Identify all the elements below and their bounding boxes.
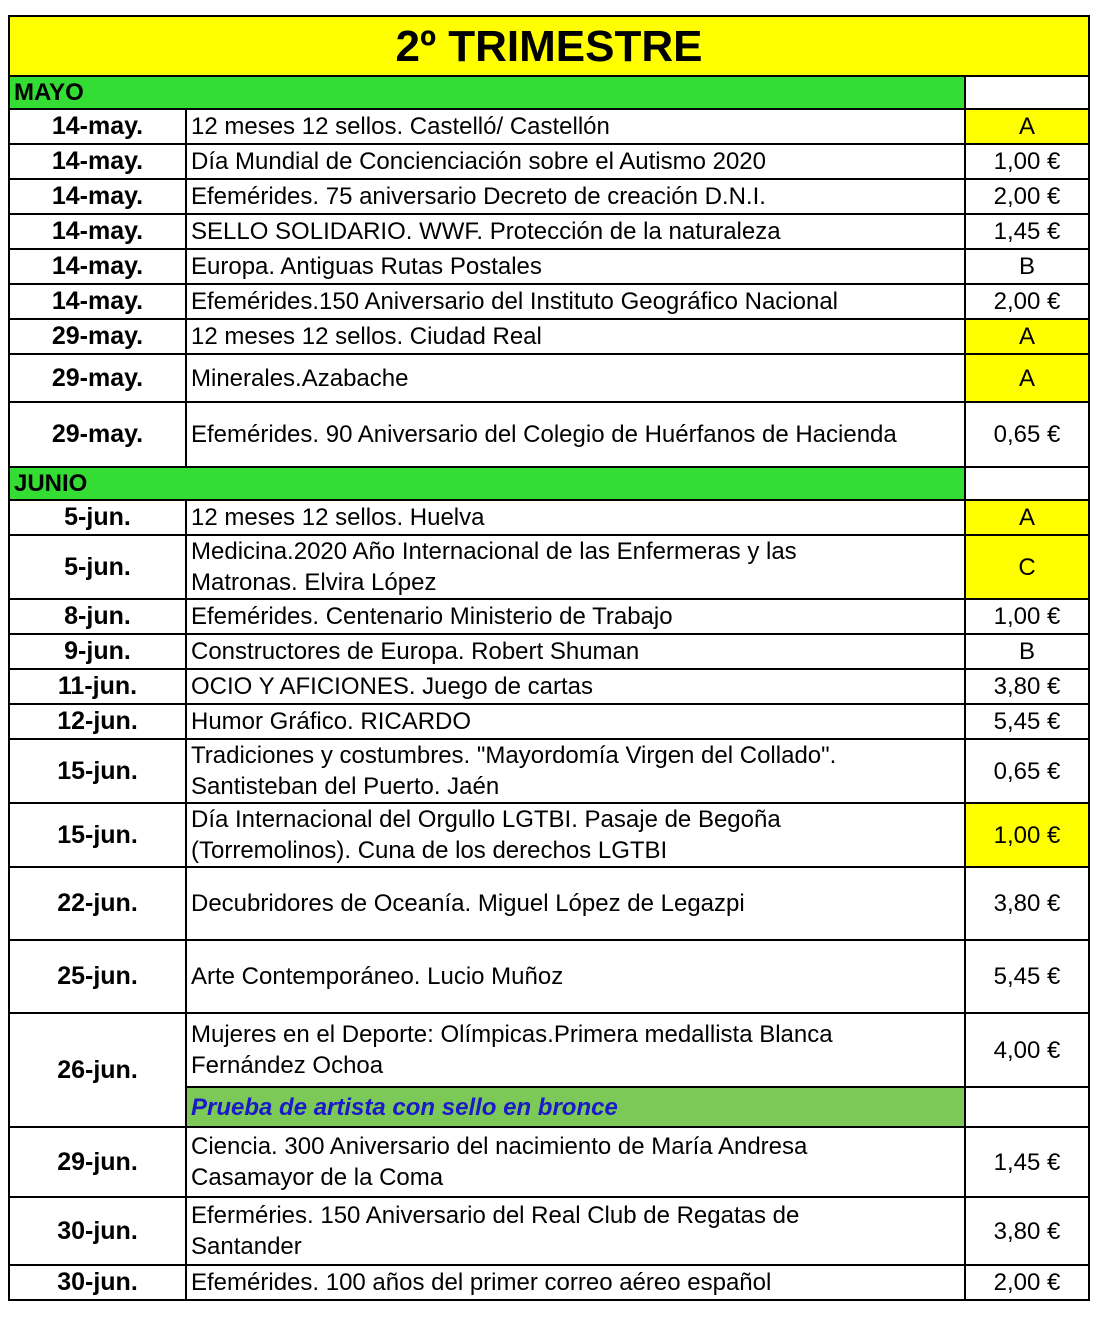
description-cell <box>186 669 965 704</box>
table-row <box>9 500 1089 535</box>
empty-cell <box>965 467 1089 500</box>
description-line: Medicina.2020 Año Internacional de las Enfermeras y las <box>191 538 797 565</box>
price-cell: 3,80 € <box>965 867 1089 940</box>
description-cell: Día Mundial de Concienciación sobre el Autismo 2020 <box>186 144 965 179</box>
price-cell: B <box>965 634 1089 669</box>
date-cell: 29-may. <box>9 402 186 467</box>
description-cell <box>186 634 965 669</box>
date-cell: 14-may. <box>9 284 186 319</box>
date-cell: 14-may. <box>9 179 186 214</box>
description-line: Efemérides. 100 años del primer correo aéreo español <box>191 1269 772 1296</box>
price-cell: 0,65 € <box>965 402 1089 467</box>
description-cell <box>186 599 965 634</box>
price-cell: A <box>965 109 1089 144</box>
page-title: 2º TRIMESTRE <box>9 16 1089 76</box>
description-cell: 12 meses 12 sellos. Castelló/ Castellón <box>186 109 965 144</box>
artist-proof-note: Prueba de artista con sello en bronce <box>186 1087 965 1127</box>
price-cell: 5,45 € <box>965 940 1089 1013</box>
description-cell: Efemérides.150 Aniversario del Instituto Geográfico Nacional <box>186 284 965 319</box>
date-cell: 14-may. <box>9 109 186 144</box>
month-label-may: MAYO <box>9 76 965 109</box>
price-cell: 5,45 € <box>965 704 1089 739</box>
description-cell <box>186 704 965 739</box>
description-line: Santisteban del Puerto. Jaén <box>191 773 500 800</box>
description-cell <box>186 1127 965 1197</box>
description-line: Mujeres en el Deporte: Olímpicas.Primera medallista Blanca <box>191 1021 833 1048</box>
description-cell: Minerales.Azabache <box>186 354 965 402</box>
date-cell: 9-jun. <box>9 634 186 669</box>
price-cell: 1,00 € <box>965 144 1089 179</box>
price-cell: B <box>965 249 1089 284</box>
table-row <box>9 704 1089 739</box>
date-cell: 22-jun. <box>9 867 186 940</box>
table-row <box>9 867 1089 940</box>
price-cell: 3,80 € <box>965 669 1089 704</box>
date-cell: 15-jun. <box>9 739 186 803</box>
table-row <box>9 803 1089 867</box>
description-line: Decubridores de Oceanía. Miguel López de Legazpi <box>191 890 745 917</box>
table-row <box>9 535 1089 599</box>
date-cell: 30-jun. <box>9 1265 186 1300</box>
description-line: Humor Gráfico. RICARDO <box>191 708 472 735</box>
price-cell: 1,00 € <box>965 599 1089 634</box>
date-cell: 26-jun. <box>9 1013 186 1127</box>
price-cell: 2,00 € <box>965 1265 1089 1300</box>
date-cell: 5-jun. <box>9 535 186 599</box>
empty-cell <box>965 1087 1089 1127</box>
description-line: (Torremolinos). Cuna de los derechos LGTBI <box>191 837 668 864</box>
date-cell: 25-jun. <box>9 940 186 1013</box>
date-cell: 15-jun. <box>9 803 186 867</box>
price-cell: C <box>965 535 1089 599</box>
table-row <box>9 319 1089 354</box>
date-cell: 14-may. <box>9 214 186 249</box>
date-cell: 29-may. <box>9 319 186 354</box>
price-cell: A <box>965 500 1089 535</box>
date-cell: 14-may. <box>9 249 186 284</box>
price-cell: 2,00 € <box>965 179 1089 214</box>
table-row <box>9 739 1089 803</box>
table-row <box>9 1197 1089 1265</box>
stamp-schedule-table <box>8 15 1090 1301</box>
price-cell: 1,00 € <box>965 803 1089 867</box>
table-row <box>9 634 1089 669</box>
table-row <box>9 1013 1089 1087</box>
price-cell: 4,00 € <box>965 1013 1089 1087</box>
description-line: Matronas. Elvira López <box>191 569 437 596</box>
price-cell: 1,45 € <box>965 1127 1089 1197</box>
description-line: Casamayor de la Coma <box>191 1164 444 1191</box>
table-row <box>9 1265 1089 1300</box>
month-header-row <box>9 76 1089 109</box>
date-cell: 30-jun. <box>9 1197 186 1265</box>
description-line: Fernández Ochoa <box>191 1052 384 1079</box>
date-cell: 14-may. <box>9 144 186 179</box>
description-line: 12 meses 12 sellos. Huelva <box>191 504 485 531</box>
table-row <box>9 284 1089 319</box>
table-row <box>9 179 1089 214</box>
description-cell: 12 meses 12 sellos. Ciudad Real <box>186 319 965 354</box>
description-cell <box>186 867 965 940</box>
table-row <box>9 354 1089 402</box>
price-cell: 0,65 € <box>965 739 1089 803</box>
price-cell: 1,45 € <box>965 214 1089 249</box>
description-cell: Efemérides. 75 aniversario Decreto de creación D.N.I. <box>186 179 965 214</box>
description-line: Eferméries. 150 Aniversario del Real Club de Regatas de <box>191 1202 800 1229</box>
description-cell: SELLO SOLIDARIO. WWF. Protección de la naturaleza <box>186 214 965 249</box>
date-cell: 8-jun. <box>9 599 186 634</box>
description-cell: Europa. Antiguas Rutas Postales <box>186 249 965 284</box>
date-cell: 11-jun. <box>9 669 186 704</box>
description-cell: Efemérides. 90 Aniversario del Colegio de Huérfanos de Hacienda <box>186 402 965 467</box>
table-row <box>9 144 1089 179</box>
description-cell <box>186 739 965 803</box>
month-label-june: JUNIO <box>9 467 965 500</box>
description-line: Día Internacional del Orgullo LGTBI. Pasaje de Begoña <box>191 806 781 833</box>
month-header-row <box>9 467 1089 500</box>
date-cell: 12-jun. <box>9 704 186 739</box>
table-row <box>9 402 1089 467</box>
description-line: OCIO Y AFICIONES. Juego de cartas <box>191 673 593 700</box>
description-cell <box>186 1197 965 1265</box>
table-row <box>9 1127 1089 1197</box>
price-cell: A <box>965 319 1089 354</box>
title-row <box>9 16 1089 76</box>
description-cell <box>186 500 965 535</box>
description-cell <box>186 803 965 867</box>
price-cell: 3,80 € <box>965 1197 1089 1265</box>
table-row <box>9 940 1089 1013</box>
description-line: Santander <box>191 1233 302 1260</box>
table-row <box>9 599 1089 634</box>
date-cell: 5-jun. <box>9 500 186 535</box>
empty-cell <box>965 76 1089 109</box>
table-row <box>9 669 1089 704</box>
description-line: Efemérides. Centenario Ministerio de Trabajo <box>191 603 673 630</box>
table-row <box>9 214 1089 249</box>
date-cell: 29-jun. <box>9 1127 186 1197</box>
description-line: Arte Contemporáneo. Lucio Muñoz <box>191 963 564 990</box>
description-cell <box>186 940 965 1013</box>
description-line: Ciencia. 300 Aniversario del nacimiento de María Andresa <box>191 1133 808 1160</box>
description-cell <box>186 535 965 599</box>
description-line: Tradiciones y costumbres. "Mayordomía Virgen del Collado". <box>191 742 837 769</box>
table-row <box>9 249 1089 284</box>
table-row <box>9 109 1089 144</box>
description-cell <box>186 1265 965 1300</box>
price-cell: 2,00 € <box>965 284 1089 319</box>
date-cell: 29-may. <box>9 354 186 402</box>
price-cell: A <box>965 354 1089 402</box>
description-cell <box>186 1013 965 1087</box>
description-line: Constructores de Europa. Robert Shuman <box>191 638 640 665</box>
